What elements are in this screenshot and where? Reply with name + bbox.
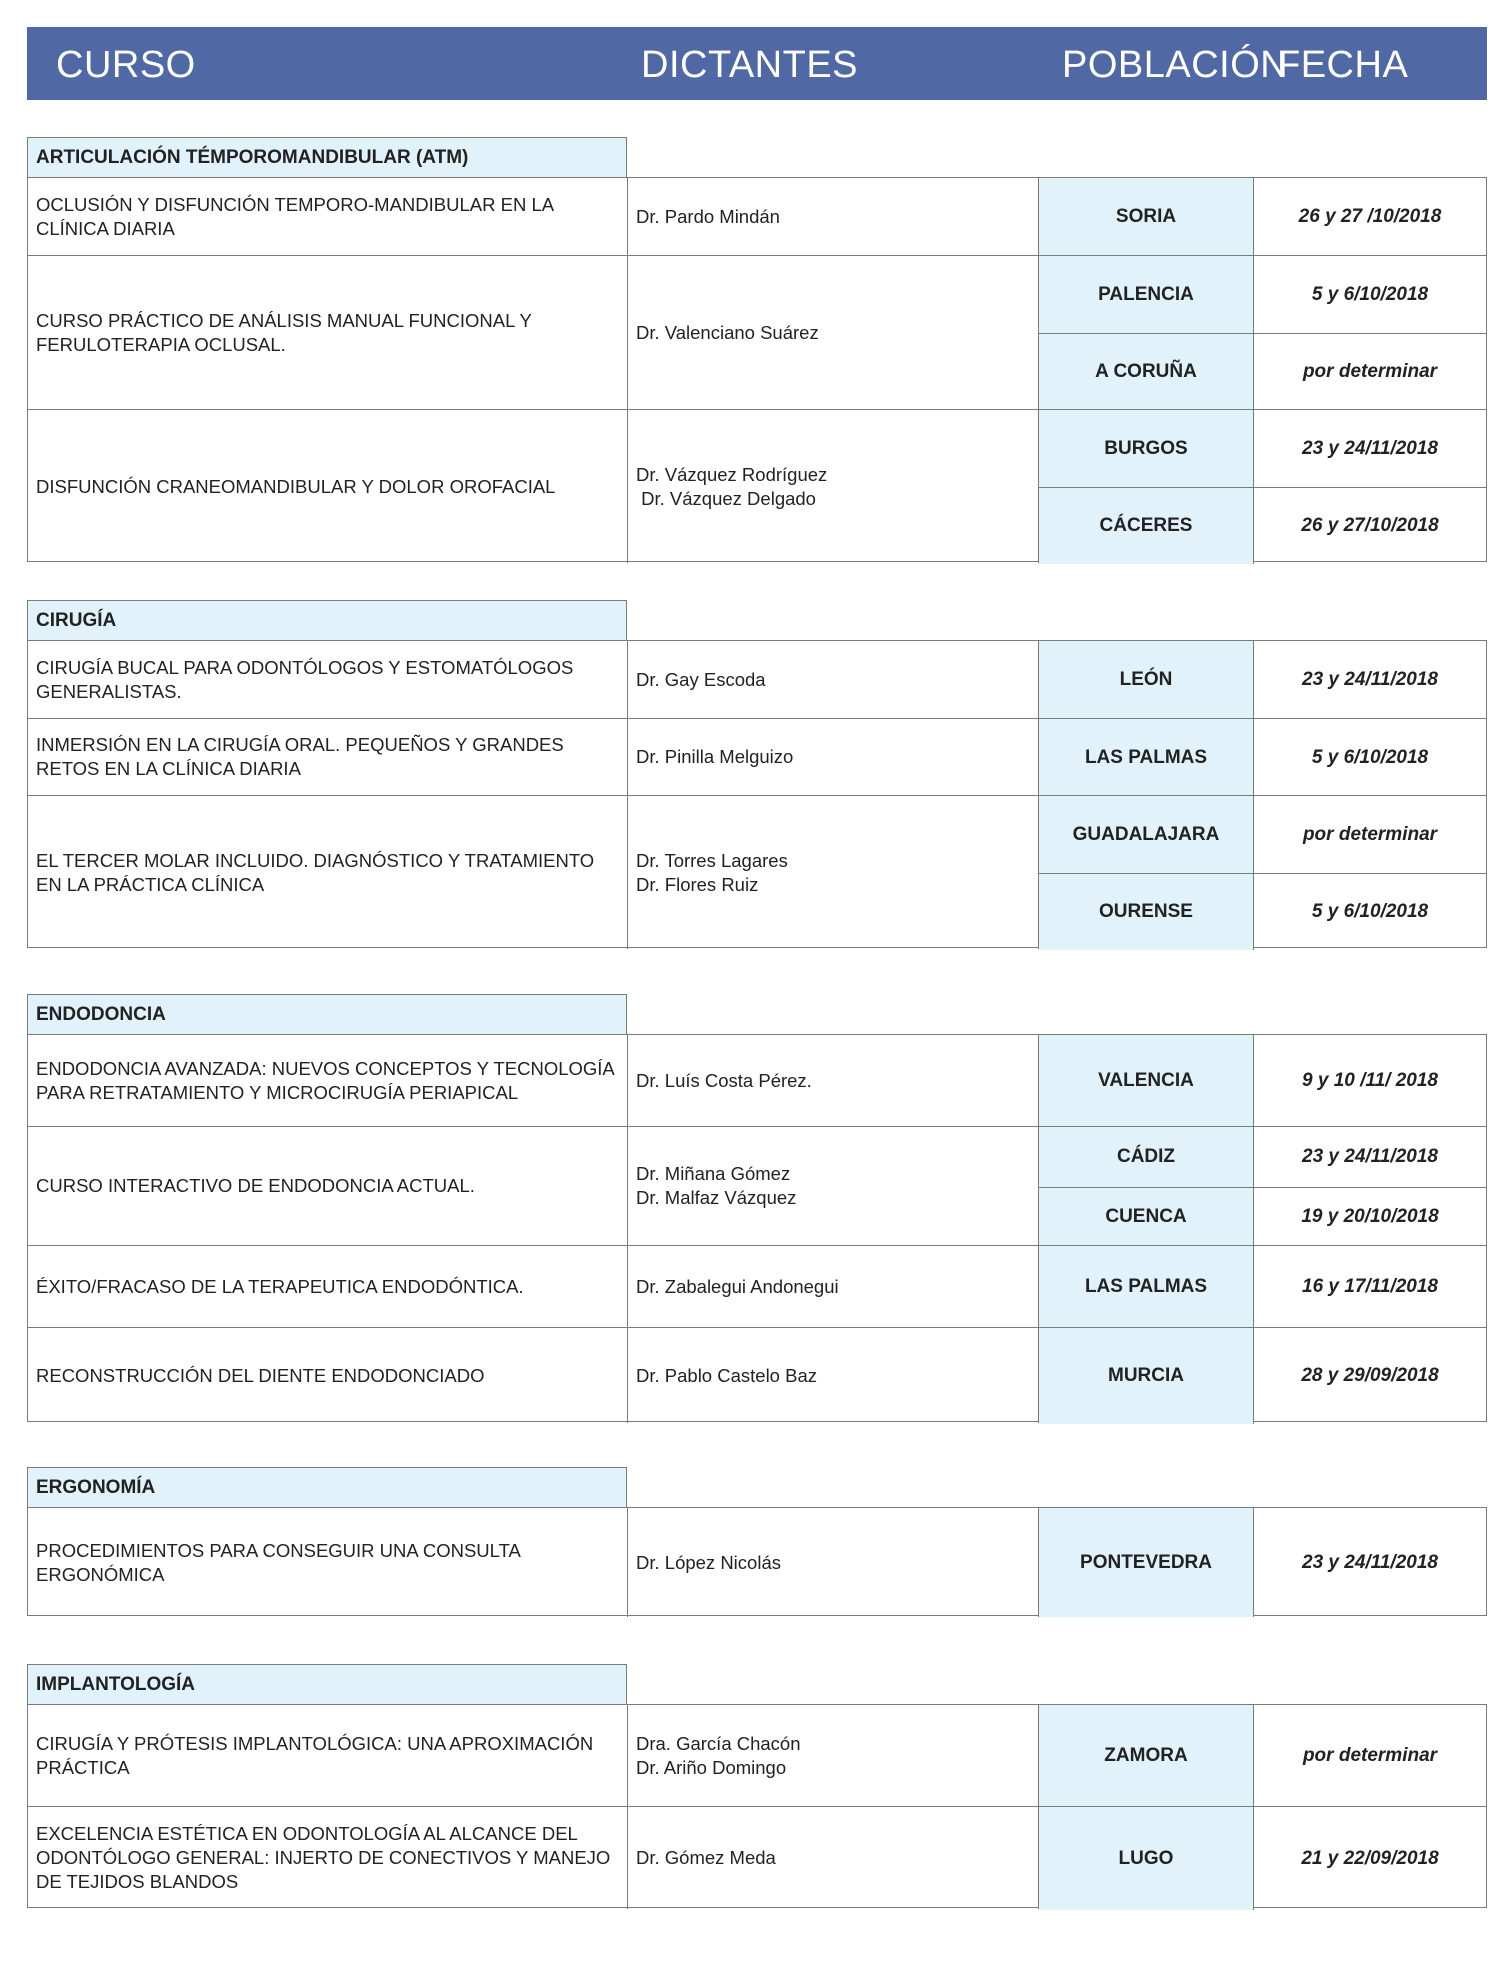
course-instructors (628, 1328, 1039, 1423)
course-sessions (1039, 641, 1486, 718)
section-table (27, 177, 1487, 562)
course-name: OCLUSIÓN Y DISFUNCIÓN TEMPORO-MANDIBULAR EN LA CLÍNICA DIARIA (28, 178, 628, 255)
course-row (28, 1035, 1486, 1126)
session-row (1039, 796, 1486, 873)
course-instructors (628, 1246, 1039, 1327)
section-table (27, 640, 1487, 948)
course-sessions (1039, 256, 1486, 409)
instructor-name: Dr. Valenciano Suárez (636, 321, 819, 343)
section-title: ERGONOMÍA (27, 1467, 627, 1507)
course-sessions (1039, 1035, 1486, 1126)
session-row (1039, 1508, 1486, 1617)
session-row (1039, 256, 1486, 333)
instructor-name: Dr. Pardo Mindán (636, 205, 780, 227)
session-date: 23 y 24/11/2018 (1302, 437, 1438, 459)
course-row (28, 409, 1486, 563)
session-row (1039, 1705, 1486, 1806)
instructor-name: Dr. Vázquez Rodríguez (636, 463, 828, 485)
session-row (1039, 410, 1486, 487)
instructor-name: Dr. López Nicolás (636, 1551, 781, 1573)
course-row (28, 1327, 1486, 1423)
course-row (28, 1806, 1486, 1909)
instructor-name: Dr. Torres Lagares (636, 849, 788, 871)
session-row (1039, 641, 1486, 718)
session-location: CUENCA (1039, 1188, 1254, 1247)
session-location: BURGOS (1039, 410, 1254, 487)
course-sessions (1039, 1246, 1486, 1327)
header-poblacion: POBLACIÓN (1062, 44, 1289, 86)
course-name: ENDODONCIA AVANZADA: NUEVOS CONCEPTOS Y TECNOLOGÍA PARA RETRATAMIENTO Y MICROCIRUGÍA PERIAPICAL (28, 1035, 628, 1126)
session-date: 28 y 29/09/2018 (1301, 1365, 1439, 1386)
instructor-name: Dr. Miñana Gómez (636, 1163, 791, 1184)
course-row (28, 641, 1486, 718)
course-name: PROCEDIMIENTOS PARA CONSEGUIR UNA CONSULTA ERGONÓMICA (28, 1508, 628, 1617)
session-date: 16 y 17/11/2018 (1302, 1276, 1438, 1297)
session-location: LAS PALMAS (1039, 1246, 1254, 1328)
session-location: MURCIA (1039, 1328, 1254, 1424)
course-name: RECONSTRUCCIÓN DEL DIENTE ENDODONCIADO (28, 1328, 628, 1423)
session-row (1039, 1246, 1486, 1328)
instructor-name: Dr. Gómez Meda (636, 1847, 776, 1868)
session-row (1039, 1328, 1486, 1424)
session-date: 5 y 6/10/2018 (1311, 901, 1429, 922)
session-row (1039, 178, 1486, 255)
session-location: CÁDIZ (1039, 1127, 1254, 1187)
course-sessions (1039, 796, 1486, 949)
session-location: LEÓN (1039, 641, 1254, 718)
header-fecha: FECHA (1277, 44, 1409, 86)
section-table (27, 1704, 1487, 1908)
session-location: VALENCIA (1039, 1035, 1254, 1126)
session-row (1039, 719, 1486, 796)
session-date: por determinar (1302, 1744, 1438, 1766)
course-name: INMERSIÓN EN LA CIRUGÍA ORAL. PEQUEÑOS Y GRANDES RETOS EN LA CLÍNICA DIARIA (28, 719, 628, 795)
session-date: por determinar (1302, 361, 1438, 382)
session-date: por determinar (1302, 823, 1438, 845)
session-date: 21 y 22/09/2018 (1301, 1847, 1439, 1869)
session-location: SORIA (1039, 178, 1254, 255)
course-name: CURSO INTERACTIVO DE ENDODONCIA ACTUAL. (28, 1127, 628, 1245)
course-name: EXCELENCIA ESTÉTICA EN ODONTOLOGÍA AL ALCANCE DEL ODONTÓLOGO GENERAL: INJERTO DE CONECTIVOS Y MANEJO DE TEJIDOS BLANDOS (28, 1807, 628, 1909)
instructor-name: Dr. Pinilla Melguizo (636, 746, 794, 767)
session-location: ZAMORA (1039, 1705, 1254, 1806)
session-date: 23 y 24/11/2018 (1302, 1145, 1438, 1167)
instructor-name: Dr. Malfaz Vázquez (636, 1187, 797, 1208)
session-location: LUGO (1039, 1807, 1254, 1910)
section-title: ENDODONCIA (27, 994, 627, 1034)
session-date: 26 y 27/10/2018 (1301, 515, 1439, 536)
session-date: 9 y 10 /11/ 2018 (1302, 1069, 1438, 1091)
session-location: CÁCERES (1039, 488, 1254, 564)
session-location: PALENCIA (1039, 256, 1254, 333)
session-row (1039, 487, 1486, 564)
session-location: GUADALAJARA (1039, 796, 1254, 873)
course-instructors (628, 1705, 1039, 1806)
course-row (28, 178, 1486, 255)
section-title: CIRUGÍA (27, 600, 627, 640)
course-row (28, 1245, 1486, 1327)
course-sessions (1039, 1807, 1486, 1909)
session-location: LAS PALMAS (1039, 719, 1254, 796)
course-name: EL TERCER MOLAR INCLUIDO. DIAGNÓSTICO Y TRATAMIENTO EN LA PRÁCTICA CLÍNICA (28, 796, 628, 949)
course-instructors (628, 178, 1039, 255)
course-sessions (1039, 410, 1486, 563)
session-location: A CORUÑA (1039, 334, 1254, 410)
course-row (28, 718, 1486, 795)
course-row (28, 795, 1486, 949)
session-location: OURENSE (1039, 874, 1254, 950)
course-instructors (628, 796, 1039, 949)
instructor-name: Dr. Luís Costa Pérez. (636, 1069, 812, 1091)
session-row (1039, 333, 1486, 410)
course-instructors (628, 1127, 1039, 1245)
course-instructors (628, 719, 1039, 795)
course-name: ÉXITO/FRACASO DE LA TERAPEUTICA ENDODÓNTICA. (28, 1246, 628, 1327)
course-sessions (1039, 1705, 1486, 1806)
course-instructors (628, 1035, 1039, 1126)
session-date: 19 y 20/10/2018 (1301, 1205, 1439, 1227)
instructor-name: Dr. Vázquez Delgado (636, 487, 816, 509)
course-instructors (628, 1807, 1039, 1909)
course-instructors (628, 256, 1039, 409)
instructor-name: Dr. Gay Escoda (636, 668, 766, 690)
session-row (1039, 873, 1486, 950)
session-row (1039, 1187, 1486, 1247)
course-name: CIRUGÍA BUCAL PARA ODONTÓLOGOS Y ESTOMATÓLOGOS GENERALISTAS. (28, 641, 628, 718)
session-date: 23 y 24/11/2018 (1302, 668, 1438, 690)
course-sessions (1039, 1127, 1486, 1245)
session-date: 23 y 24/11/2018 (1302, 1551, 1438, 1573)
session-date: 5 y 6/10/2018 (1311, 283, 1429, 305)
course-row (28, 1126, 1486, 1245)
instructor-name: Dr. Zabalegui Andonegui (636, 1275, 839, 1297)
session-location: PONTEVEDRA (1039, 1508, 1254, 1617)
course-sessions (1039, 1508, 1486, 1617)
header-dictantes: DICTANTES (641, 44, 859, 86)
course-row (28, 1508, 1486, 1617)
session-row (1039, 1035, 1486, 1126)
table-header-bar (27, 27, 1487, 100)
course-row (28, 1705, 1486, 1806)
course-sessions (1039, 1328, 1486, 1423)
course-row (28, 255, 1486, 409)
course-instructors (628, 1508, 1039, 1617)
instructor-name: Dr. Flores Ruiz (636, 873, 759, 895)
section-title: ARTICULACIÓN TÉMPOROMANDIBULAR (ATM) (27, 137, 627, 177)
section-title: IMPLANTOLOGÍA (27, 1664, 627, 1704)
course-sessions (1039, 719, 1486, 795)
instructor-name: Dra. García Chacón (636, 1732, 801, 1754)
course-sessions (1039, 178, 1486, 255)
course-instructors (628, 641, 1039, 718)
session-date: 26 y 27 /10/2018 (1298, 205, 1442, 227)
section-table (27, 1034, 1487, 1422)
session-row (1039, 1807, 1486, 1910)
session-date: 5 y 6/10/2018 (1311, 746, 1429, 768)
instructor-name: Dr. Pablo Castelo Baz (636, 1364, 817, 1386)
instructor-name: Dr. Ariño Domingo (636, 1756, 787, 1778)
session-row (1039, 1127, 1486, 1187)
section-table (27, 1507, 1487, 1616)
course-name: CURSO PRÁCTICO DE ANÁLISIS MANUAL FUNCIONAL Y FERULOTERAPIA OCLUSAL. (28, 256, 628, 409)
course-name: CIRUGÍA Y PRÓTESIS IMPLANTOLÓGICA: UNA APROXIMACIÓN PRÁCTICA (28, 1705, 628, 1806)
course-instructors (628, 410, 1039, 563)
course-name: DISFUNCIÓN CRANEOMANDIBULAR Y DOLOR OROFACIAL (28, 410, 628, 563)
header-curso: CURSO (56, 44, 196, 86)
